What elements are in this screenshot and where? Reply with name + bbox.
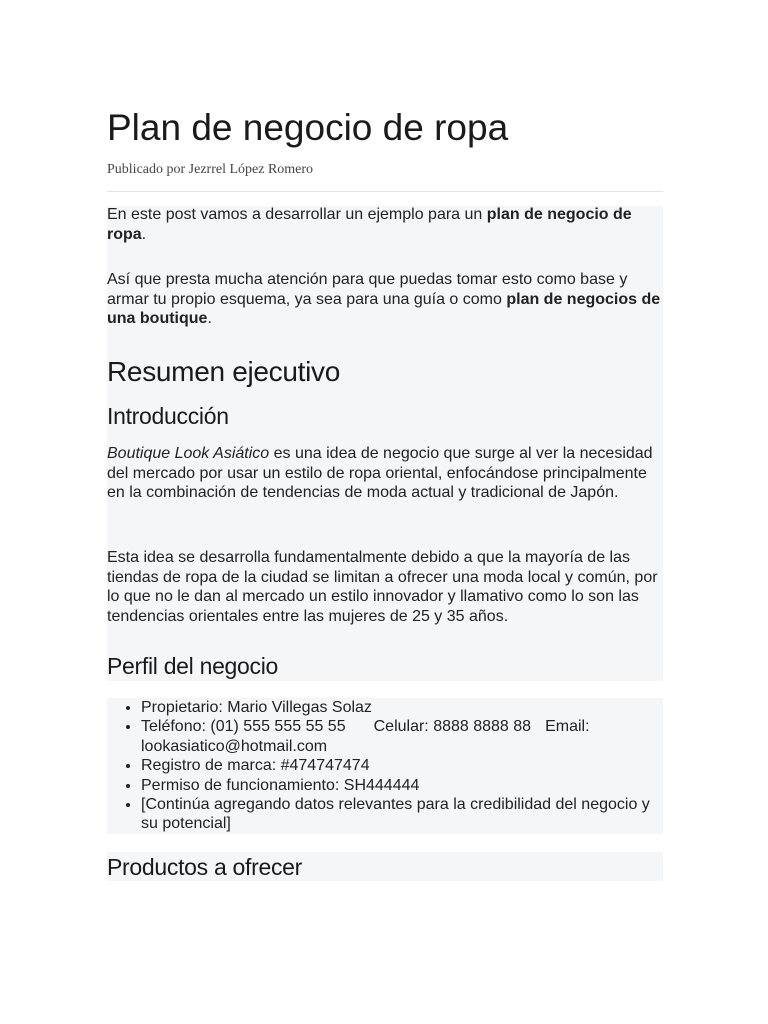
- intro-paragraph-2-block: [107, 270, 663, 329]
- resumen-paragraph-2-block: [107, 548, 663, 626]
- author-byline: Publicado por Jezrrel López Romero: [107, 162, 314, 177]
- resumen-paragraph-1: [107, 444, 663, 503]
- section-heading-resumen: Resumen ejecutivo: [107, 356, 341, 387]
- intro-paragraph-1: [107, 205, 663, 244]
- resumen-paragraph-1-block: [107, 444, 663, 503]
- subsection-heading-productos: Productos a ofrecer: [107, 854, 303, 880]
- phone-text: Teléfono: (01) 555 555 55 55: [141, 718, 346, 736]
- intro-paragraph-1-block: [107, 205, 663, 244]
- cell-text: Celular: 8888 8888 88: [373, 718, 532, 736]
- subsection-heading-block: [107, 402, 663, 430]
- boutique-name: Boutique Look Asiático: [107, 445, 270, 462]
- resumen-paragraph-1-text: es una idea de negocio que surge al ver la necesidad del mercado por usar un estilo de ropa oriental, enfocándose principalmente en la combinación de tendencias de moda actual y tradicional de Japón.: [107, 445, 653, 501]
- list-item-contact: [141, 717, 663, 756]
- list-item-more: • [Continúa agregando datos relevantes para la credibilidad del negocio y su potencial]: [141, 795, 663, 834]
- subsection-heading-perfil: Perfil del negocio: [107, 653, 279, 679]
- intro-paragraph-2-bold: plan de negocios de una boutique: [107, 290, 661, 327]
- intro-paragraph-1-end: .: [141, 225, 147, 243]
- subsection-heading-introduccion: Introducción: [107, 403, 229, 429]
- list-item-owner: • Propietario: Mario Villegas Solaz: [141, 698, 663, 717]
- section-heading-block: [107, 355, 663, 389]
- email-text: Email: lookasiatico@hotmail.com: [141, 718, 590, 755]
- list-item-permit: • Permiso de funcionamiento: SH444444: [141, 776, 663, 795]
- page-title: Plan de negocio de ropa: [107, 107, 509, 148]
- intro-paragraph-1-bold: plan de negocio de ropa: [107, 206, 632, 243]
- productos-heading-block: [107, 853, 663, 881]
- perfil-list-block: [107, 698, 663, 834]
- perfil-heading-block: [107, 652, 663, 680]
- intro-paragraph-1-text: En este post vamos a desarrollar un ejemplo para un: [107, 206, 487, 223]
- list-item-brand: • Registro de marca: #474747474: [141, 756, 663, 775]
- intro-paragraph-2-end: .: [207, 310, 212, 327]
- resumen-paragraph-2: Esta idea se desarrolla fundamentalmente debido a que la mayoría de las tiendas de ropa de la ciudad se limitan a ofrecer una moda local y común, por lo que no le dan al mercado un estilo innovador y llamativo como lo son las tendencias orientales entre las mujeres de 25 y 35 años.: [107, 549, 658, 625]
- business-profile-list: [107, 698, 663, 834]
- intro-paragraph-2-text: Así que presta mucha atención para que puedas tomar esto como base y armar tu propio esquema, ya sea para una guía o como: [107, 271, 628, 308]
- intro-paragraph-2: [107, 270, 663, 329]
- header-divider: [107, 191, 663, 192]
